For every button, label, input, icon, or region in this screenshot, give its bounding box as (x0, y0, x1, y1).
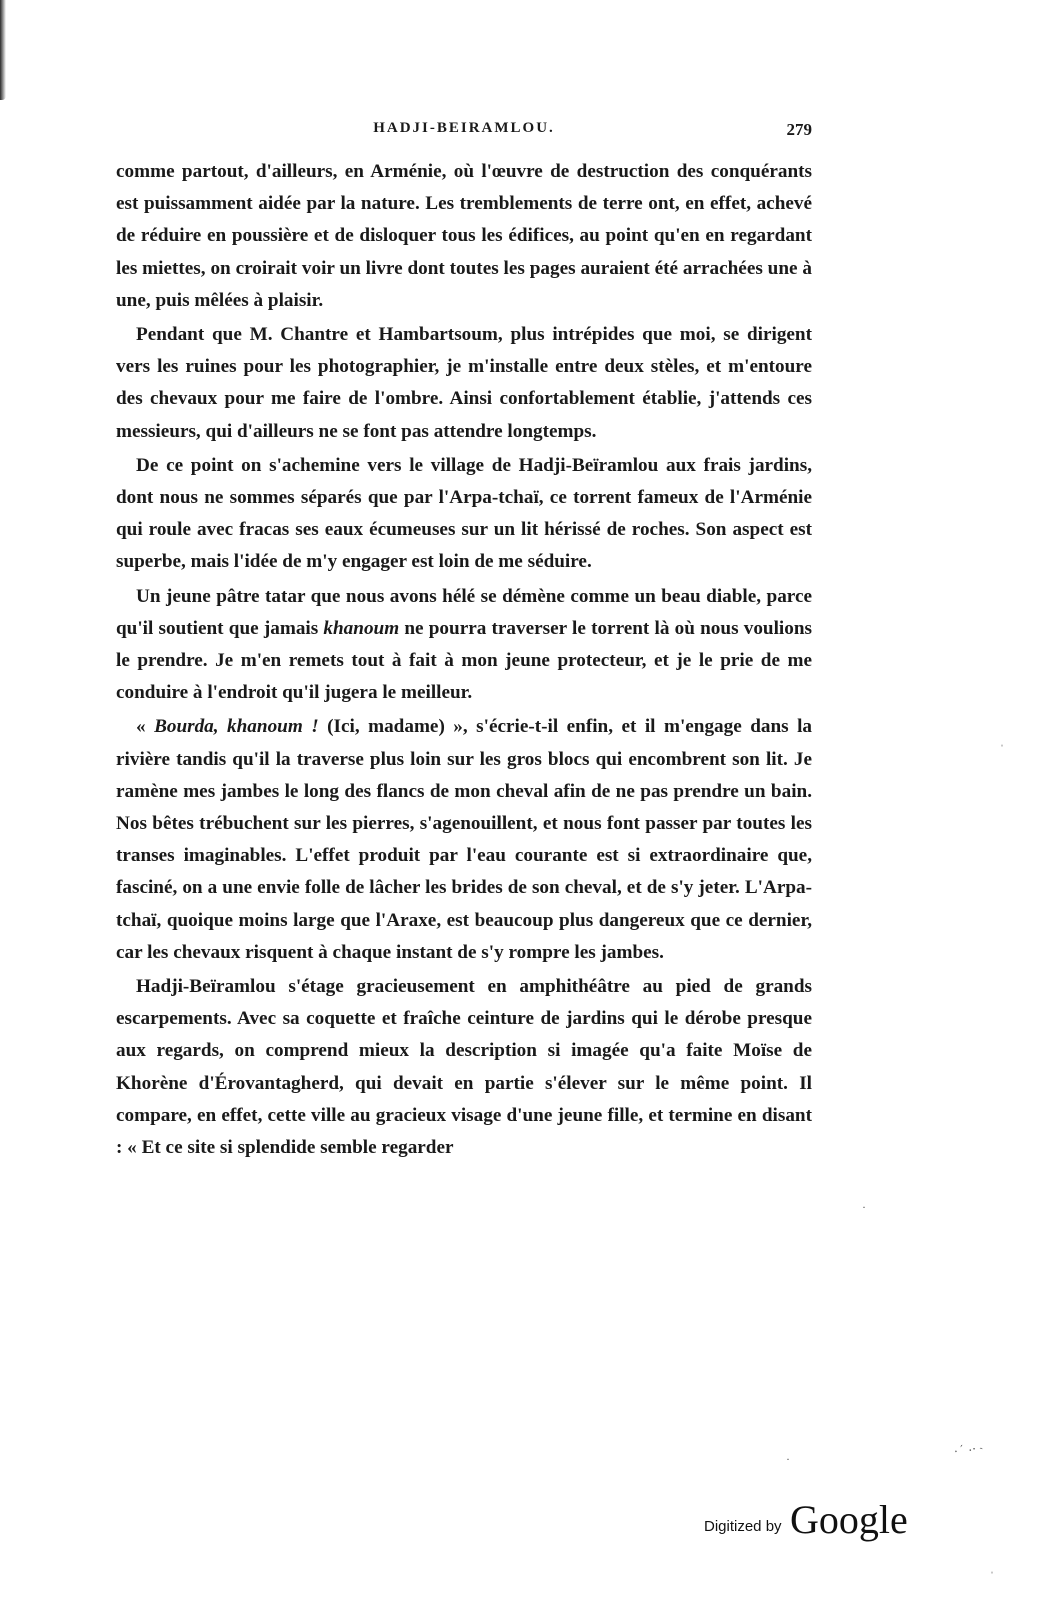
google-logo: Google (790, 1497, 908, 1542)
page-edge-shadow (0, 0, 6, 100)
paragraph-6: Hadji-Beïramlou s'étage gracieusement en amphithéâtre au pied de grands escarpements. Avec sa coquette et fraîche ceinture de jardins qui le dérobe presque aux regards, on comprend mieux la description si imagée qu'a faite Moïse de Khorène d'Érovantagherd, qui devait en partie s'élever sur le même point. Il compare, en effet, cette ville au gracieux visage d'une jeune fille, et termine en disant : « Et ce site si splendide semble regarder (116, 976, 812, 1159)
paragraph-4 (116, 581, 812, 710)
scan-speck: ˌ (990, 1560, 994, 1574)
scan-speck: · (786, 1452, 790, 1466)
scan-speck: ‧ ˊ ‥ ˎ (951, 1435, 984, 1459)
paragraph-5-quote-open: « (136, 716, 155, 738)
running-header (116, 120, 812, 144)
paragraph-5-text: (Ici, madame) », s'écrie-t-il enfin, et il m'engage dans la rivière tandis qu'il la traverse plus loin sur les gros blocs qui encombrent son lit. Je ramène mes jambes le long des flancs de mon cheval afin de ne pas prendre un bain. Nos bêtes trébuchent sur les pierres, s'agenouillent, et nous font passer par toutes les transes imaginables. L'effet produit par l'eau courante est si extraordinaire que, fasciné, on a une envie folle de lâcher les brides de son cheval, et de s'y jeter. L'Arpa-tchaï, quoique moins large que l'Araxe, est beaucoup plus dangereux que ce dernier, car les chevaux risquent à chaque instant de s'y rompre les jambes. (116, 716, 813, 963)
scan-speck: ˈ (1000, 742, 1004, 756)
body-text (116, 156, 812, 1166)
paragraph-3: De ce point on s'achemine vers le village de Hadji-Beïramlou aux frais jardins, dont nous ne sommes séparés que par l'Arpa-tchaï, ce torrent fameux de l'Arménie qui roule avec fracas ses eaux écumeuses sur un lit hérissé de roches. Son aspect est superbe, mais l'idée de m'y engager est loin de me séduire. (116, 454, 812, 573)
digitized-label: Digitized by (704, 1518, 782, 1535)
paragraph-2: Pendant que M. Chantre et Hambartsoum, plus intrépides que moi, se dirigent vers les ruines pour les photographier, je m'installe entre deux stèles, et m'entoure des chevaux pour me faire de l'ombre. Ainsi confortablement établie, j'attends ces messieurs, qui d'ailleurs ne se font pas attendre longtemps. (116, 324, 812, 442)
paragraph-4-text-a: Un jeune pâtre tatar que nous avons hélé se démène comme un beau diable, parce qu'il soutient que jamais (116, 585, 812, 639)
paragraph-5 (116, 711, 812, 969)
digitized-by-watermark (704, 1497, 944, 1560)
running-title: HADJI-BEIRAMLOU. (373, 120, 555, 136)
paragraph-4-text-b: ne pourra traverser le torrent là où nous voulions le prendre. Je m'en remets tout à fait à mon jeune protecteur, et je le prie de me conduire à l'endroit qu'il jugera le meilleur. (116, 617, 812, 704)
paragraph-1: comme partout, d'ailleurs, en Arménie, où l'œuvre de destruction des conquérants est puissamment aidée par la nature. Les tremblements de terre ont, en effet, achevé de réduire en poussière et de disloquer tous les édifices, au point qu'en en regardant les miettes, on croirait voir un livre dont toutes les pages auraient été arrachées une à une, puis mêlées à plaisir. (116, 161, 812, 311)
page-number: 279 (786, 120, 812, 139)
paragraph-5-italic: Bourda, khanoum ! (154, 716, 319, 738)
paragraph-4-italic: khanoum (323, 617, 400, 639)
scan-speck: · (862, 1200, 866, 1214)
